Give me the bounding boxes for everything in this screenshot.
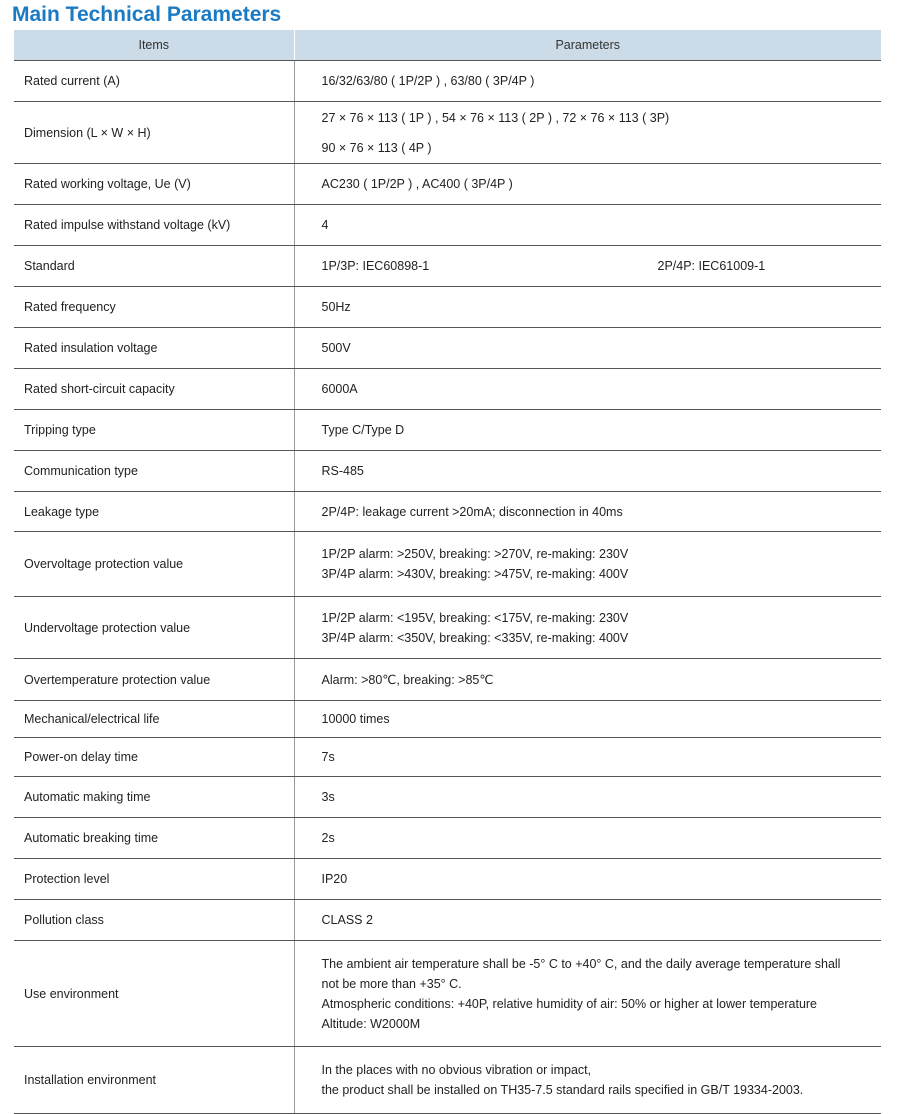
table-row [14,659,881,701]
row-label: Power-on delay time [14,738,294,777]
table-row [14,164,881,205]
row-label: Pollution class [14,900,294,941]
row-value: 50Hz [294,287,881,328]
row-label: Rated frequency [14,287,294,328]
table-row [14,532,881,597]
row-value: 1P/2P alarm: >250V, breaking: >270V, re-making: 230V 3P/4P alarm: >430V, breaking: >475V, re-making: 400V [294,532,881,597]
table-row [14,328,881,369]
table-row [14,61,881,102]
row-label: Standard [14,246,294,287]
row-value: The ambient air temperature shall be -5° C to +40° C, and the daily average temperature shall not be more than +35° C. Atmospheric conditions: +40P, relative humidity of air: 50% or higher at lower temperature Altitude: W2000M [294,941,881,1047]
row-value: 27 × 76 × 113 ( 1P ) , 54 × 76 × 113 ( 2P ) , 72 × 76 × 113 ( 3P) 90 × 76 × 113 ( 4P ) [294,102,881,164]
table-row [14,859,881,900]
table-row [14,205,881,246]
row-value: 6000A [294,369,881,410]
table-row [14,246,881,287]
row-value: Type C/Type D [294,410,881,451]
row-value: 3s [294,777,881,818]
row-value: AC230 ( 1P/2P ) , AC400 ( 3P/4P ) [294,164,881,205]
table-row [14,492,881,532]
row-value: 2P/4P: leakage current >20mA; disconnection in 40ms [294,492,881,532]
row-label: Tripping type [14,410,294,451]
row-value: 500V [294,328,881,369]
row-label: Undervoltage protection value [14,597,294,659]
table-header-row [14,30,881,61]
table-row [14,287,881,328]
row-label: Automatic making time [14,777,294,818]
table-row [14,369,881,410]
row-label: Overtemperature protection value [14,659,294,701]
row-label: Installation environment [14,1047,294,1114]
row-label: Dimension (L × W × H) [14,102,294,164]
row-label: Use environment [14,941,294,1047]
row-value: 7s [294,738,881,777]
row-value: 1P/3P: IEC60898-1 2P/4P: IEC61009-1 [294,246,881,287]
table-row [14,1047,881,1114]
table-row [14,941,881,1047]
row-label: Mechanical/electrical life [14,701,294,738]
row-label: Protection level [14,859,294,900]
column-header-items: Items [14,30,294,61]
table-row [14,777,881,818]
table-row [14,701,881,738]
row-value: CLASS 2 [294,900,881,941]
table-row [14,597,881,659]
row-value: 10000 times [294,701,881,738]
table-row [14,451,881,492]
row-label: Automatic breaking time [14,818,294,859]
row-label: Leakage type [14,492,294,532]
row-value: 4 [294,205,881,246]
table-row [14,738,881,777]
row-value: 2s [294,818,881,859]
row-value: Alarm: >80℃, breaking: >85℃ [294,659,881,701]
table-row [14,818,881,859]
row-label: Rated working voltage, Ue (V) [14,164,294,205]
row-value: IP20 [294,859,881,900]
column-header-parameters: Parameters [294,30,881,61]
page-title: Main Technical Parameters [12,3,282,26]
row-label: Overvoltage protection value [14,532,294,597]
table-row [14,900,881,941]
row-label: Rated current (A) [14,61,294,102]
row-value: In the places with no obvious vibration or impact, the product shall be installed on TH35-7.5 standard rails specified in GB/T 19334-2003. [294,1047,881,1114]
row-label: Rated insulation voltage [14,328,294,369]
parameters-table [14,30,881,1114]
row-label: Rated impulse withstand voltage (kV) [14,205,294,246]
row-value: RS-485 [294,451,881,492]
row-value: 1P/2P alarm: <195V, breaking: <175V, re-making: 230V 3P/4P alarm: <350V, breaking: <335V, re-making: 400V [294,597,881,659]
row-label: Rated short-circuit capacity [14,369,294,410]
row-value: 16/32/63/80 ( 1P/2P ) , 63/80 ( 3P/4P ) [294,61,881,102]
table-row [14,410,881,451]
table-row [14,102,881,164]
row-label: Communication type [14,451,294,492]
